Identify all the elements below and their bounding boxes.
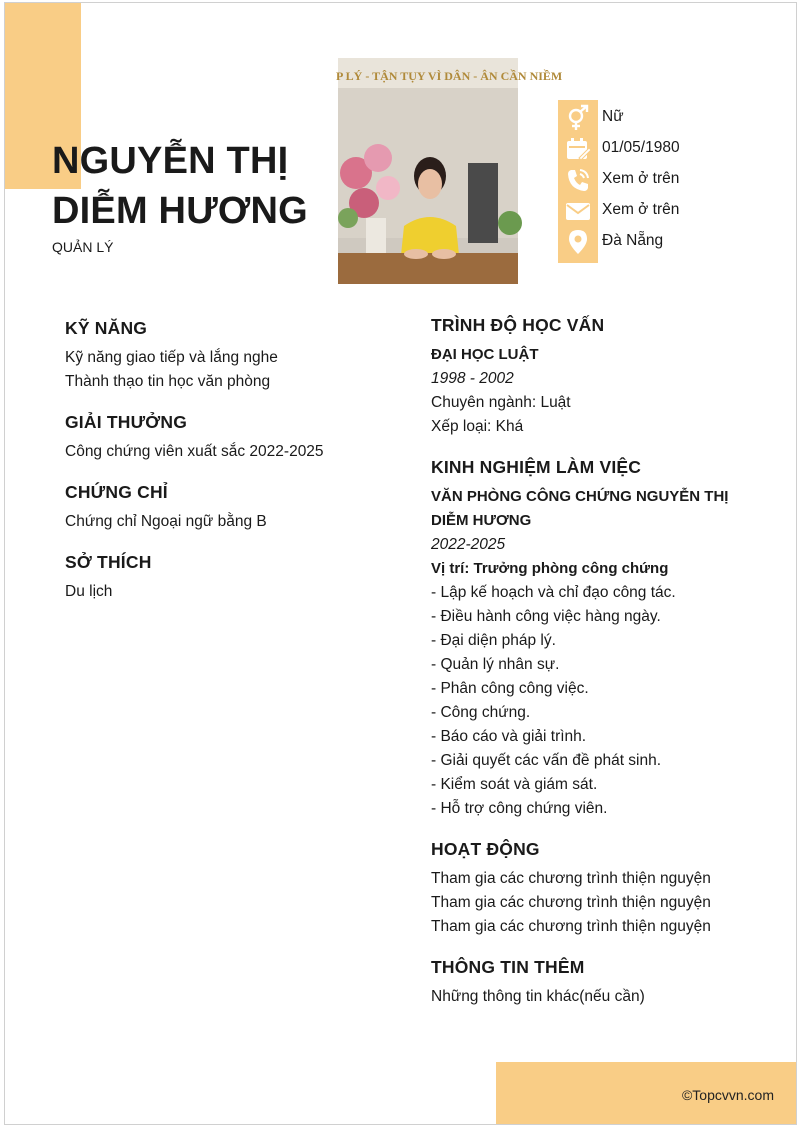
education-major: Chuyên ngành: Luật bbox=[431, 394, 571, 411]
school-name: ĐẠI HỌC LUẬT bbox=[431, 346, 539, 363]
gender-icon bbox=[565, 105, 591, 131]
list-item: Tham gia các chương trình thiện nguyện bbox=[431, 918, 711, 935]
list-item: Du lịch bbox=[65, 583, 113, 600]
photo-banner-text: P LÝ - TẬN TỤY VÌ DÂN - ÂN CẦN NIỀM bbox=[336, 69, 563, 83]
right-column bbox=[431, 315, 751, 1027]
list-item: Những thông tin khác(nếu cần) bbox=[431, 988, 645, 1005]
contact-gender: Nữ bbox=[602, 108, 624, 125]
section-title: KỸ NĂNG bbox=[65, 318, 148, 338]
section-title: SỞ THÍCH bbox=[65, 552, 152, 572]
section-hobbies bbox=[65, 552, 395, 604]
section-education bbox=[431, 315, 751, 439]
company-name: VĂN PHÒNG CÔNG CHỨNG NGUYỄN THỊ DIỄM HƯƠNG bbox=[431, 488, 729, 529]
candidate-name: NGUYỄN THỊ DIỄM HƯƠNG bbox=[52, 140, 308, 232]
section-title: HOẠT ĐỘNG bbox=[431, 839, 540, 859]
section-title: GIẢI THƯỞNG bbox=[65, 412, 188, 432]
duty-item: - Hỗ trợ công chứng viên. bbox=[431, 800, 608, 817]
experience-dates: 2022-2025 bbox=[431, 536, 506, 553]
list-item: Công chứng viên xuất sắc 2022-2025 bbox=[65, 443, 324, 460]
section-skills bbox=[65, 318, 395, 394]
copyright: ©Topcvvn.com bbox=[681, 1087, 774, 1103]
duty-item: - Công chứng. bbox=[431, 704, 531, 721]
section-title: TRÌNH ĐỘ HỌC VẤN bbox=[431, 315, 605, 335]
duty-item: - Báo cáo và giải trình. bbox=[431, 728, 587, 745]
job-position: Vị trí: Trưởng phòng công chứng bbox=[431, 560, 669, 577]
profile-photo bbox=[336, 58, 563, 284]
cv-page bbox=[4, 2, 797, 1125]
section-awards bbox=[65, 412, 395, 464]
location-pin-icon bbox=[565, 229, 591, 255]
section-title: THÔNG TIN THÊM bbox=[431, 957, 585, 977]
section-activities bbox=[431, 839, 751, 939]
contact-email: Xem ở trên bbox=[602, 201, 680, 218]
list-item: Kỹ năng giao tiếp và lắng nghe bbox=[65, 349, 278, 366]
duty-item: - Quản lý nhân sự. bbox=[431, 656, 560, 673]
list-item: Chứng chỉ Ngoại ngữ bằng B bbox=[65, 513, 267, 530]
left-column bbox=[65, 318, 395, 622]
contact-phone: Xem ở trên bbox=[602, 170, 680, 187]
education-dates: 1998 - 2002 bbox=[431, 370, 514, 387]
list-item: Tham gia các chương trình thiện nguyện bbox=[431, 870, 711, 887]
contact-icon-bar bbox=[558, 100, 598, 263]
candidate-role: QUẢN LÝ bbox=[52, 239, 114, 255]
duty-item: - Giải quyết các vấn đề phát sinh. bbox=[431, 752, 662, 769]
phone-icon bbox=[565, 167, 591, 193]
section-title: CHỨNG CHỈ bbox=[65, 482, 168, 502]
section-title: KINH NGHIỆM LÀM VIỆC bbox=[431, 457, 642, 477]
list-item: Thành thạo tin học văn phòng bbox=[65, 373, 271, 390]
contact-location: Đà Nẵng bbox=[602, 232, 664, 249]
duty-item: - Kiểm soát và giám sát. bbox=[431, 776, 598, 793]
section-additional-info bbox=[431, 957, 751, 1009]
section-experience bbox=[431, 457, 751, 821]
duty-item: - Đại diện pháp lý. bbox=[431, 632, 556, 649]
contact-birthday: 01/05/1980 bbox=[602, 139, 680, 156]
duty-item: - Phân công công việc. bbox=[431, 680, 589, 697]
duty-item: - Điều hành công việc hàng ngày. bbox=[431, 608, 661, 625]
list-item: Tham gia các chương trình thiện nguyện bbox=[431, 894, 711, 911]
section-certificates bbox=[65, 482, 395, 534]
email-icon bbox=[565, 198, 591, 224]
calendar-icon bbox=[565, 136, 591, 162]
duty-item: - Lập kế hoạch và chỉ đạo công tác. bbox=[431, 584, 676, 601]
education-grade: Xếp loại: Khá bbox=[431, 418, 524, 435]
